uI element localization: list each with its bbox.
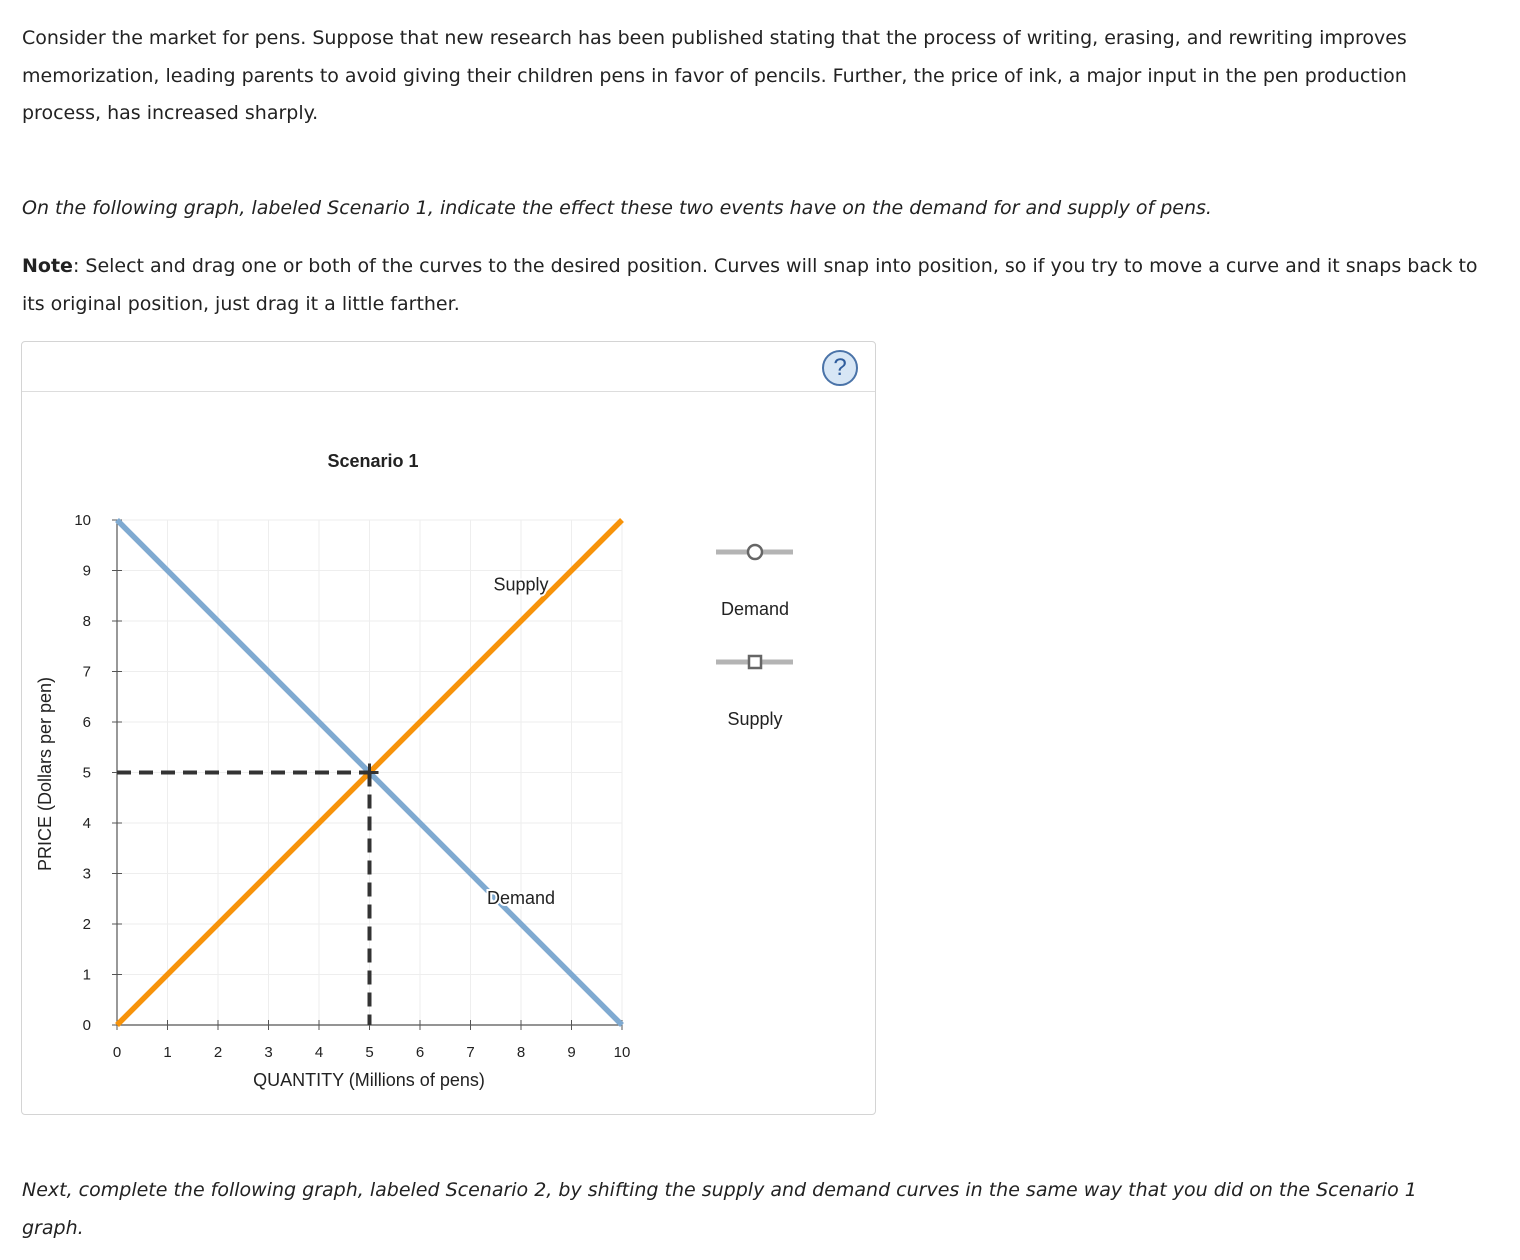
graph-panel — [21, 341, 876, 1115]
demand-curve-label: Demand — [486, 887, 556, 908]
question-instruction: On the following graph, labeled Scenario 1, indicate the effect these two events have on the demand for and supply of pens. — [22, 197, 1212, 219]
note-label: Note — [22, 255, 73, 277]
note-text: : Select and drag one or both of the curves to the desired position. Curves will snap into position, so if you try to move a curve and it snaps back to its original position, just drag it a little farther. — [22, 255, 1478, 315]
x-axis-label: QUANTITY (Millions of pens) — [253, 1070, 485, 1090]
x-tick-label: 9 — [567, 1044, 576, 1061]
x-tick-label: 6 — [415, 1044, 425, 1061]
note — [22, 248, 1492, 323]
x-tick-label: 5 — [365, 1044, 374, 1061]
y-tick-label: 7 — [82, 663, 91, 681]
y-axis-label: PRICE (Dollars per pen) — [35, 676, 55, 872]
next-instruction: Next, complete the following graph, labeled Scenario 2, by shifting the supply and demand curves in the same way that you did on the Scenario 1 graph. — [22, 1179, 1417, 1239]
x-tick-label: 0 — [112, 1044, 122, 1061]
x-tick-label: 4 — [314, 1044, 324, 1061]
x-tick-label: 10 — [613, 1044, 631, 1061]
y-tick-label: 9 — [82, 562, 91, 580]
y-tick-label: 3 — [82, 865, 91, 883]
y-tick-label: 8 — [82, 613, 91, 630]
y-tick-label: 1 — [82, 966, 91, 984]
y-tick-label: 0 — [82, 1017, 91, 1034]
y-tick-label: 10 — [74, 512, 91, 529]
question-mark-icon: ? — [833, 354, 847, 381]
legend-item-supply[interactable] — [716, 656, 793, 729]
question-intro: Consider the market for pens. Suppose that new research has been published stating that the process of writing, erasing, and rewriting improves memorization, leading parents to avoid giving their children pens in favor of pencils. Further, the price of ink, a major input in the pen production process, has increased sharply. — [22, 27, 1407, 124]
y-tick-label: 5 — [82, 764, 91, 782]
x-tick-label: 1 — [163, 1044, 172, 1061]
x-tick-label: 3 — [264, 1044, 273, 1061]
x-tick-label: 7 — [466, 1044, 475, 1061]
y-tick-label: 2 — [82, 916, 91, 933]
y-tick-label: 6 — [82, 714, 91, 731]
supply-curve-label: Supply — [493, 574, 549, 595]
x-tick-label: 2 — [213, 1044, 223, 1061]
chart-title: Scenario 1 — [327, 451, 419, 471]
legend-label-demand: Demand — [720, 599, 790, 619]
legend-circle-marker[interactable] — [748, 545, 762, 559]
legend-label-supply: Supply — [727, 709, 783, 729]
y-tick-label: 4 — [82, 815, 91, 832]
legend-item-demand[interactable] — [716, 545, 793, 619]
legend-square-marker[interactable] — [749, 656, 761, 668]
scenario-1-chart — [22, 342, 875, 1114]
x-tick-label: 8 — [516, 1044, 526, 1061]
